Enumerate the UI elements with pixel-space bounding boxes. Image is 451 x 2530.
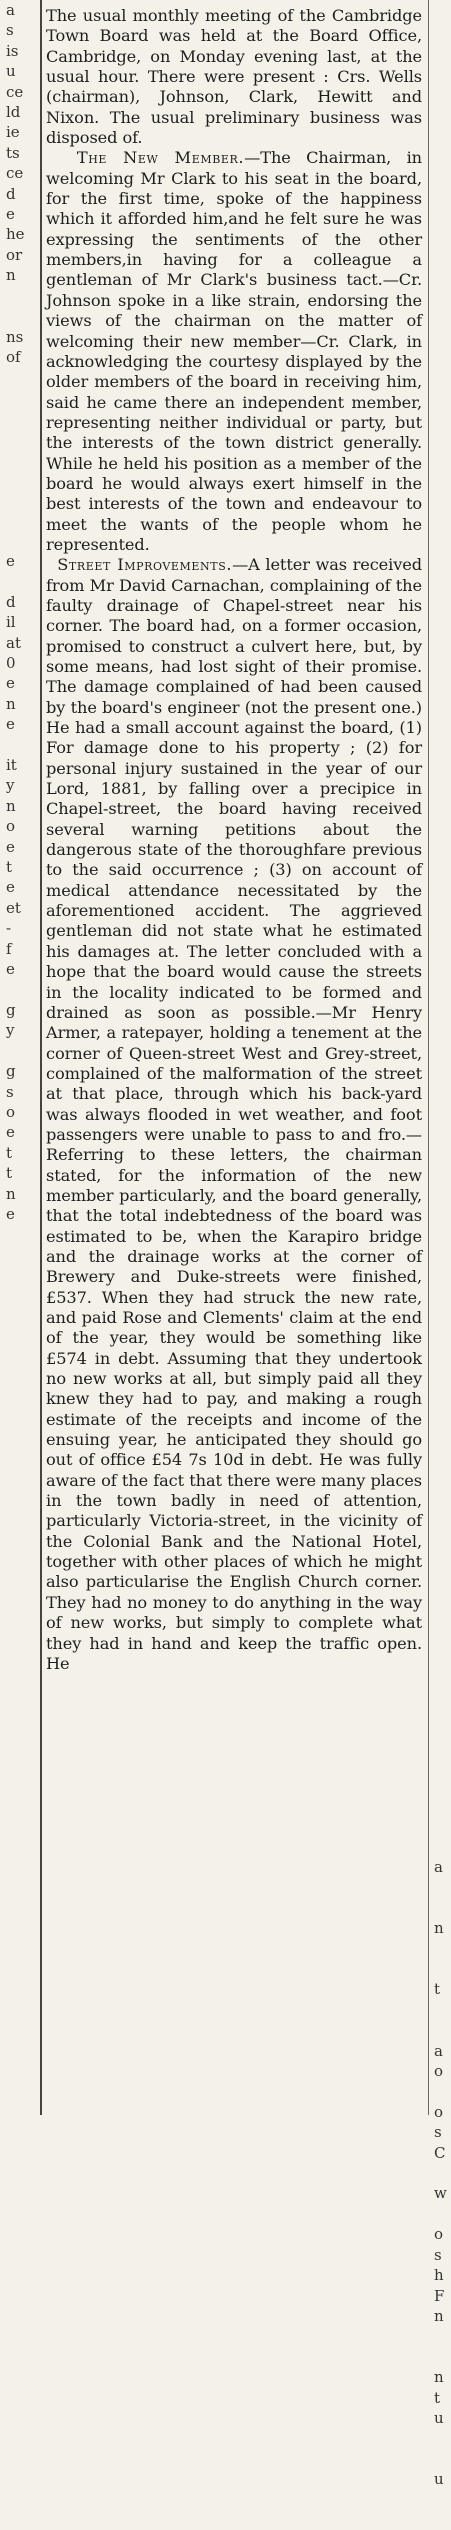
adjacent-column-fragment (430, 2510, 451, 2530)
adjacent-column-fragment (430, 1122, 451, 1142)
adjacent-column-fragment (430, 1306, 451, 1326)
adjacent-column-fragment (430, 551, 451, 571)
adjacent-column-fragment (430, 1551, 451, 1571)
adjacent-column-fragment (0, 980, 40, 1000)
adjacent-column-fragment (430, 184, 451, 204)
adjacent-column-fragment (430, 163, 451, 183)
adjacent-column-fragment: e (6, 551, 15, 570)
adjacent-column-fragment: t (6, 1143, 13, 1162)
adjacent-column-fragment: o (434, 2062, 444, 2081)
adjacent-column-fragment (430, 1694, 451, 1714)
adjacent-column-fragment: s (6, 21, 14, 40)
adjacent-column-fragment: a (6, 1, 15, 19)
column-rule-right (428, 0, 429, 2115)
adjacent-column-fragment (0, 1694, 40, 1714)
adjacent-column-fragment (430, 20, 451, 40)
adjacent-column-fragment: a (434, 2041, 443, 2060)
adjacent-column-fragment (0, 2000, 40, 2020)
adjacent-column-fragment (430, 571, 451, 591)
adjacent-column-fragment (430, 1265, 451, 1285)
adjacent-column-fragment (0, 449, 40, 469)
adjacent-column-fragment (0, 1837, 40, 1857)
adjacent-column-fragment: he (6, 225, 25, 244)
adjacent-column-fragment (0, 735, 40, 755)
adjacent-column-fragment (430, 245, 451, 265)
adjacent-column-fragment: n (6, 796, 16, 815)
adjacent-column-fragment (430, 2326, 451, 2346)
adjacent-column-fragment (0, 1918, 40, 1938)
adjacent-column-fragment: y (6, 1021, 15, 1040)
adjacent-column-fragment (430, 1428, 451, 1448)
paragraph-new-member (46, 148, 422, 555)
adjacent-column-fragment (430, 1388, 451, 1408)
adjacent-column-fragment (430, 1163, 451, 1183)
adjacent-column-fragment: s (6, 1082, 14, 1101)
adjacent-column-fragment (0, 1653, 40, 1673)
adjacent-column-fragment: t (6, 858, 13, 877)
adjacent-column-fragment (430, 796, 451, 816)
adjacent-column-fragment (430, 1673, 451, 1693)
adjacent-column-fragment (430, 1041, 451, 1061)
adjacent-column-fragment (0, 1490, 40, 1510)
adjacent-column-fragment (0, 388, 40, 408)
adjacent-column-fragment (0, 2081, 40, 2101)
adjacent-column-fragment (430, 612, 451, 632)
adjacent-column-fragment (430, 2449, 451, 2469)
adjacent-column-fragment (0, 1979, 40, 1999)
adjacent-column-fragment (430, 1082, 451, 1102)
adjacent-column-fragment (430, 2081, 451, 2101)
adjacent-column-fragment (0, 1265, 40, 1285)
adjacent-column-fragment (0, 1816, 40, 1836)
adjacent-column-fragment (430, 1816, 451, 1836)
adjacent-column-fragment: n (6, 694, 16, 713)
adjacent-column-fragment: n (434, 2306, 444, 2325)
adjacent-column-fragment: s (434, 2245, 442, 2264)
adjacent-column-fragment: n (434, 1919, 444, 1938)
adjacent-column-fragment: il (6, 613, 16, 632)
adjacent-column-fragment (430, 939, 451, 959)
adjacent-column-fragment (0, 367, 40, 387)
body-new-member: —The Chairman, in welcoming Mr Clark to his seat in the board, for the first time, spoke of the happiness which it afforded him,and he felt sure he was expressing the sentiments of the other members,in having for a colleague a gentleman of Mr Clark's business tact.—Cr. Johnson spoke in a like strain, endorsing the views of the chairman on the matter of welcoming their new member—Cr. Clark, in acknowledging the courtesy displayed by the older members of the board in receiving him, said he came there an independent member, representing neither individual or party, but the interests of the town district generally. While he held his position as a member of the board he would always exert himself in the best interests of the town and endeavour to meet the wants of the people whom he represented. (46, 148, 423, 554)
adjacent-column-fragment (0, 1469, 40, 1489)
adjacent-column-fragment (430, 224, 451, 244)
adjacent-column-fragment (430, 429, 451, 449)
heading-street-improvements: Street Improvements. (57, 555, 233, 575)
adjacent-column-fragment (0, 1612, 40, 1632)
adjacent-column-fragment (0, 1633, 40, 1653)
adjacent-column-fragment (430, 1530, 451, 1550)
adjacent-column-fragment (430, 41, 451, 61)
adjacent-column-fragment: d (6, 592, 16, 611)
adjacent-column-fragment (0, 2102, 40, 2122)
heading-new-member: The New Member. (76, 148, 245, 168)
adjacent-column-fragment (0, 1857, 40, 1877)
adjacent-column-fragment (430, 327, 451, 347)
adjacent-column-fragment (430, 490, 451, 510)
adjacent-column-fragment (430, 673, 451, 693)
adjacent-column-fragment (430, 592, 451, 612)
adjacent-column-fragment (430, 2204, 451, 2224)
adjacent-column-fragment (430, 286, 451, 306)
adjacent-column-fragment: ce (6, 82, 24, 101)
adjacent-column-fragment (0, 1428, 40, 1448)
adjacent-column-fragment (430, 1796, 451, 1816)
adjacent-column-fragment (0, 571, 40, 591)
adjacent-column-fragment: e (6, 960, 15, 979)
adjacent-column-fragment (430, 980, 451, 1000)
adjacent-column-fragment (430, 1143, 451, 1163)
adjacent-column-fragment (430, 1449, 451, 1469)
adjacent-column-fragment (430, 265, 451, 285)
adjacent-column-fragment (430, 1020, 451, 1040)
adjacent-column-fragment (430, 1408, 451, 1428)
adjacent-column-fragment: g (6, 1000, 16, 1019)
adjacent-column-fragment (430, 1959, 451, 1979)
adjacent-column-fragment (430, 1633, 451, 1653)
adjacent-column-fragment (430, 1469, 451, 1489)
adjacent-column-fragment: e (6, 674, 15, 693)
adjacent-column-fragment (430, 959, 451, 979)
adjacent-column-fragment (0, 1347, 40, 1367)
adjacent-column-fragment (430, 857, 451, 877)
right-column-fragments (430, 0, 451, 2489)
adjacent-column-fragment (430, 1224, 451, 1244)
column-rule-left (40, 0, 42, 2115)
adjacent-column-fragment (430, 1490, 451, 1510)
body-street-improvements: —A letter was received from Mr David Carnachan, complaining of the faulty drainage of Chapel-street near his corner. The board had, on a former occasion, promised to construct a culvert here, but, by some means, had lost sight of their promise. The damage complained of had been caused by the board's engineer (not the present one.) He had a small account against the board, (1) For damage done to his property ; (2) for personal injury sustained in the year of our Lord, 1881, by falling over a precipice in Chapel-street, the board having received several warning petitions about the dangerous state of the thoroughfare previous to the said occurrence ; (3) on account of medical attendance necessitated by the aforementioned accident. The aggrieved gentleman did not state what he estimated his damages at. The letter concluded with a hope that the board would cause the streets in the locality indicated to be formed and drained as soon as possible.—Mr Henry Armer, a ratepayer, holding a tenement at the corner of Queen-street West and Grey-street, complained of the malformation of the street at that place, through which his back-yard was always flooded in wet weather, and foot passengers were unable to pass to and fro.—Referring to these letters, the chairman stated, for the information of the new member particularly, and the board generally, that the total indebtedness of the board was estimated to be, when the Karapiro bridge and the drainage works at the corner of Brewery and Duke-streets were finished, £537. When they had struck the new rate, and paid Rose and Clements' claim at the end of the year, they would be something like £574 in debt. Assuming that they undertook no new works at all, but simply paid all they knew they had to pay, and making a rough estimate of the receipts and income of the ensuing year, he anticipated they should go out of office £54 7s 10d in debt. He was fully aware of the fact that there were many places in the town badly in need of attention, particularly Victoria-street, in the vicinity of the Colonial Bank and the National Hotel, together with other places of which he might also particularise the English Church corner. They had no money to do anything in the way of new works, but simply to complete what they had in hand and keep the traffic open. He (46, 555, 422, 1673)
adjacent-column-fragment: n (6, 266, 16, 285)
adjacent-column-fragment (0, 1592, 40, 1612)
adjacent-column-fragment (0, 408, 40, 428)
adjacent-column-fragment (430, 1510, 451, 1530)
adjacent-column-fragment (430, 122, 451, 142)
adjacent-column-fragment (430, 1714, 451, 1734)
adjacent-column-fragment (430, 82, 451, 102)
adjacent-column-fragment (0, 531, 40, 551)
adjacent-column-fragment (430, 449, 451, 469)
adjacent-column-fragment (430, 1347, 451, 1367)
adjacent-column-fragment (0, 2020, 40, 2040)
adjacent-column-fragment (430, 837, 451, 857)
adjacent-column-fragment (430, 0, 451, 20)
adjacent-column-fragment: e (6, 715, 15, 734)
adjacent-column-fragment: y (6, 776, 15, 795)
adjacent-column-fragment (0, 510, 40, 530)
adjacent-column-fragment (430, 1061, 451, 1081)
adjacent-column-fragment (430, 1735, 451, 1755)
adjacent-column-fragment: ce (6, 164, 24, 183)
adjacent-column-fragment (430, 2347, 451, 2367)
article-column (46, 6, 422, 1674)
adjacent-column-fragment (430, 816, 451, 836)
adjacent-column-fragment: C (434, 2143, 446, 2162)
adjacent-column-fragment (430, 388, 451, 408)
adjacent-column-fragment: is (6, 41, 19, 60)
adjacent-column-fragment: ns (6, 327, 24, 346)
adjacent-column-fragment (430, 2490, 451, 2510)
adjacent-column-fragment (430, 735, 451, 755)
adjacent-column-fragment: e (6, 878, 15, 897)
adjacent-column-fragment (430, 1571, 451, 1591)
adjacent-column-fragment (0, 1551, 40, 1571)
paragraph-street-improvements (46, 555, 422, 1674)
adjacent-column-fragment (0, 1041, 40, 1061)
paragraph-opening: The usual monthly meeting of the Cambridge Town Board was held at the Board Office, Cambridge, on Monday evening last, at the usual hour. There were present : Crs. Wells (chairman), Johnson, Clark, Hewitt and Nixon. The usual preliminary business was disposed of. (46, 6, 422, 148)
adjacent-column-fragment (0, 1286, 40, 1306)
adjacent-column-fragment: o (6, 817, 16, 836)
adjacent-column-fragment (430, 347, 451, 367)
adjacent-column-fragment (430, 306, 451, 326)
adjacent-column-fragment: t (434, 1980, 441, 1999)
adjacent-column-fragment (0, 1796, 40, 1816)
adjacent-column-fragment (430, 1939, 451, 1959)
adjacent-column-fragment (430, 1000, 451, 1020)
adjacent-column-fragment: e (6, 1123, 15, 1142)
adjacent-column-fragment (430, 1204, 451, 1224)
adjacent-column-fragment: of (6, 347, 21, 366)
adjacent-column-fragment (430, 1592, 451, 1612)
adjacent-column-fragment (0, 2041, 40, 2061)
adjacent-column-fragment (430, 1877, 451, 1897)
adjacent-column-fragment (430, 653, 451, 673)
adjacent-column-fragment (0, 1959, 40, 1979)
adjacent-column-fragment (430, 2000, 451, 2020)
left-column-fragments (0, 0, 40, 2115)
adjacent-column-fragment (430, 102, 451, 122)
adjacent-column-fragment (0, 1775, 40, 1795)
adjacent-column-fragment: a (434, 1857, 443, 1876)
adjacent-column-fragment (430, 408, 451, 428)
adjacent-column-fragment (0, 1673, 40, 1693)
adjacent-column-fragment (0, 1939, 40, 1959)
adjacent-column-fragment (430, 1755, 451, 1775)
adjacent-column-fragment (0, 1306, 40, 1326)
adjacent-column-fragment: or (6, 245, 23, 264)
adjacent-column-fragment: et (6, 898, 21, 917)
adjacent-column-fragment (430, 1367, 451, 1387)
adjacent-column-fragment (0, 286, 40, 306)
adjacent-column-fragment: 0 (6, 654, 16, 672)
adjacent-column-fragment: e (6, 837, 15, 856)
adjacent-column-fragment: f (6, 939, 12, 958)
adjacent-column-fragment (0, 1714, 40, 1734)
adjacent-column-fragment (430, 1612, 451, 1632)
adjacent-column-fragment (430, 367, 451, 387)
adjacent-column-fragment: w (434, 2184, 447, 2203)
adjacent-column-fragment (430, 775, 451, 795)
adjacent-column-fragment (430, 694, 451, 714)
adjacent-column-fragment (0, 1571, 40, 1591)
adjacent-column-fragment (430, 2163, 451, 2183)
adjacent-column-fragment (0, 1877, 40, 1897)
adjacent-column-fragment: ts (6, 143, 20, 162)
adjacent-column-fragment: ie (6, 123, 20, 142)
adjacent-column-fragment (430, 714, 451, 734)
adjacent-column-fragment (430, 143, 451, 163)
adjacent-column-fragment (430, 1837, 451, 1857)
adjacent-column-fragment (0, 490, 40, 510)
adjacent-column-fragment (0, 469, 40, 489)
adjacent-column-fragment: e (6, 1204, 15, 1223)
adjacent-column-fragment (0, 1388, 40, 1408)
adjacent-column-fragment (430, 1326, 451, 1346)
adjacent-column-fragment (430, 61, 451, 81)
adjacent-column-fragment (430, 1286, 451, 1306)
adjacent-column-fragment (430, 898, 451, 918)
adjacent-column-fragment (430, 510, 451, 530)
adjacent-column-fragment (430, 918, 451, 938)
adjacent-column-fragment: s (434, 2123, 442, 2142)
adjacent-column-fragment (0, 1530, 40, 1550)
adjacent-column-fragment (430, 633, 451, 653)
adjacent-column-fragment (430, 531, 451, 551)
adjacent-column-fragment: it (6, 756, 17, 775)
adjacent-column-fragment (430, 1184, 451, 1204)
adjacent-column-fragment (0, 1326, 40, 1346)
adjacent-column-fragment (430, 469, 451, 489)
adjacent-column-fragment: n (434, 2368, 444, 2387)
adjacent-column-fragment: t (6, 1164, 13, 1183)
adjacent-column-fragment: ld (6, 103, 21, 122)
adjacent-column-fragment: o (6, 1102, 16, 1121)
adjacent-column-fragment: h (434, 2266, 444, 2285)
adjacent-column-fragment (430, 1775, 451, 1795)
adjacent-column-fragment: d (6, 184, 16, 203)
adjacent-column-fragment (430, 2020, 451, 2040)
adjacent-column-fragment (0, 1510, 40, 1530)
adjacent-column-fragment: at (6, 633, 21, 652)
adjacent-column-fragment (0, 1449, 40, 1469)
adjacent-column-fragment (430, 1653, 451, 1673)
adjacent-column-fragment (0, 1898, 40, 1918)
adjacent-column-fragment: o (434, 2225, 444, 2244)
adjacent-column-fragment (430, 877, 451, 897)
adjacent-column-fragment (0, 1735, 40, 1755)
adjacent-column-fragment (430, 1102, 451, 1122)
adjacent-column-fragment (0, 1408, 40, 1428)
adjacent-column-fragment: o (434, 2102, 444, 2121)
adjacent-column-fragment (0, 429, 40, 449)
adjacent-column-fragment: - (6, 919, 12, 938)
adjacent-column-fragment (430, 755, 451, 775)
adjacent-column-fragment (0, 1755, 40, 1775)
adjacent-column-fragment: e (6, 205, 15, 224)
adjacent-column-fragment: F (434, 2286, 445, 2305)
adjacent-column-fragment (0, 1367, 40, 1387)
adjacent-column-fragment: g (6, 1062, 16, 1081)
adjacent-column-fragment (430, 1245, 451, 1265)
adjacent-column-fragment: u (6, 62, 16, 81)
adjacent-column-fragment: t (434, 2388, 441, 2407)
adjacent-column-fragment: u (434, 2470, 444, 2489)
adjacent-column-fragment (0, 1224, 40, 1244)
adjacent-column-fragment (430, 2428, 451, 2448)
adjacent-column-fragment (0, 1245, 40, 1265)
adjacent-column-fragment (0, 306, 40, 326)
adjacent-column-fragment (430, 204, 451, 224)
adjacent-column-fragment (430, 1898, 451, 1918)
adjacent-column-fragment (0, 2061, 40, 2081)
adjacent-column-fragment: u (434, 2408, 444, 2427)
adjacent-column-fragment: n (6, 1184, 16, 1203)
